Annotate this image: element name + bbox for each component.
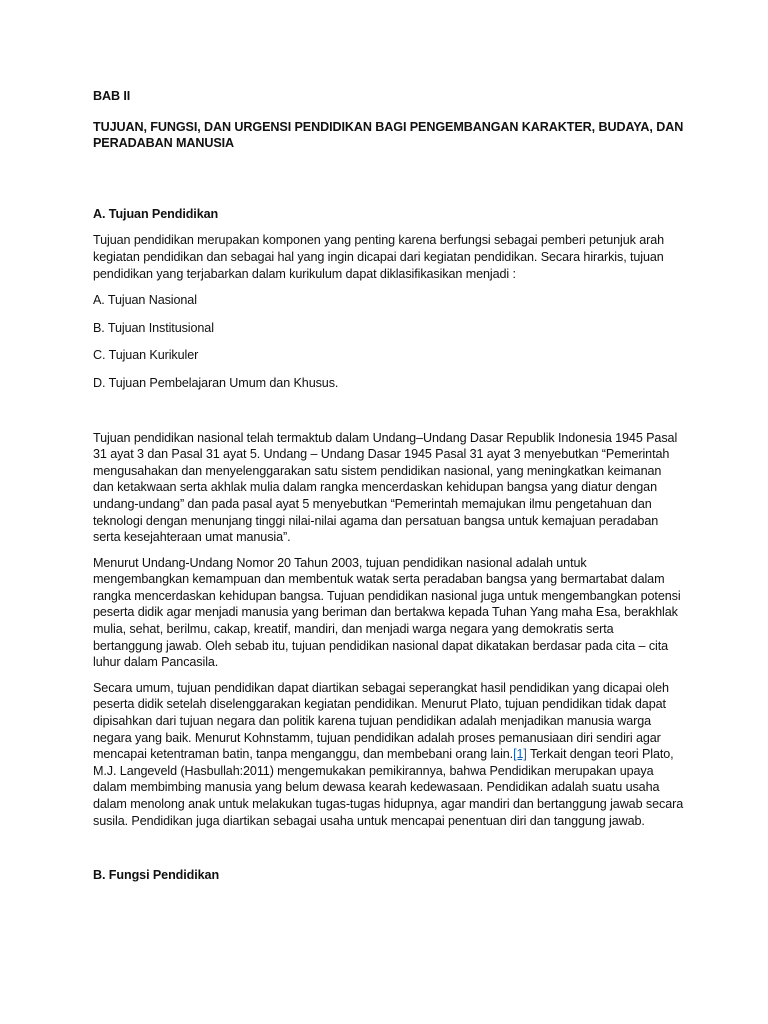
footnote-link[interactable]: [1] — [513, 747, 527, 762]
paragraph-uud-1945: Tujuan pendidikan nasional telah termaktub dalam Undang–Undang Dasar Republik Indonesia 1945 Pasal 31 ayat 3 dan Pasal 31 ayat 5. Undang – Undang Dasar 1945 Pasal 31 ayat 3 menyebutkan “Pemerintah mengusahakan dan menyelenggarakan satu sistem pendidikan nasional, yang meningkatkan keimanan dan ketakwaan serta akhlak mulia dalam rangka mencerdaskan kehidupan bangsa yang diatur dengan undang-undang” dan pada pasal ayat 5 menyebutkan “Pemerintah memajukan ilmu pengetahuan dan teknologi dengan menunjang tinggi nilai-nilai agama dan persatuan bangsa untuk kemajuan peradaban serta kesejahteraan umat manusia”. — [93, 430, 678, 545]
list-item: C. Tujuan Kurikuler — [93, 348, 199, 363]
list-item: D. Tujuan Pembelajaran Umum dan Khusus. — [93, 375, 339, 390]
chapter-label: BAB II — [93, 89, 131, 103]
list-item: B. Tujuan Institusional — [93, 320, 214, 335]
paragraph-plato-text: Secara umum, tujuan pendidikan dapat diartikan sebagai seperangkat hasil pendidikan yang dicapai oleh peserta didik setelah diselenggarakan kegiatan pendidikan. Menurut Plato, tujuan pendidikan tidak dapat dipisahkan dari tujuan negara dan politik karena tujuan pendidikan adalah menjadikan manusia warga negara yang baik. Menurut Kohnstamm, tujuan pendidikan adalah proses pemanusiaan diri sendiri agar mencapai ketentraman batin, tanpa menganggu, dan membebani orang lain. — [93, 680, 669, 762]
document-page — [93, 88, 685, 894]
paragraph-uu-2003: Menurut Undang-Undang Nomor 20 Tahun 2003, tujuan pendidikan nasional adalah untuk mengembangkan kemampuan dan membentuk watak serta peradaban bangsa yang bermartabat dalam rangka mencerdaskan kehidupan bangsa. Tujuan pendidikan nasional juga untuk mengembangkan potensi peserta didik agar menjadi manusia yang beriman dan bertakwa kepada Tuhan Yang maha Esa, berakhlak mulia, sehat, berilmu, cakap, kreatif, mandiri, dan menjadi warga negara yang demokratis serta bertanggung jawab. Oleh sebab itu, tujuan pendidikan nasional dapat dikatakan berdasar pada cita – cita luhur dalam Pancasila. — [93, 555, 681, 670]
document-title: TUJUAN, FUNGSI, DAN URGENSI PENDIDIKAN BAGI PENGEMBANGAN KARAKTER, BUDAYA, DAN PERADABAN MANUSIA — [93, 119, 684, 151]
paragraph-plato-text-cont: Terkait dengan teori Plato, M.J. Langeveld (Hasbullah:2011) mengemukakan pemikirannya, bahwa Pendidikan merupakan upaya dalam membimbing manusia yang belum dewasa kearah kedewasaan. Pendidikan adalah suatu usaha dalam menolong anak untuk melakukan tugas-tugas hidupnya, agar mandiri dan bertanggung jawab secara susila. Pendidikan juga diartikan sebagai usaha untuk mencapai penentuan diri dan tanggung jawab. — [93, 747, 684, 828]
paragraph-intro: Tujuan pendidikan merupakan komponen yang penting karena berfungsi sebagai pemberi petunjuk arah kegiatan pendidikan dan sebagai hal yang ingin dicapai dari kegiatan pendidikan. Secara hirarkis, tujuan pendidikan yang terjabarkan dalam kurikulum dapat diklasifikasikan menjadi : — [93, 233, 665, 281]
section-heading-tujuan: A. Tujuan Pendidikan — [93, 206, 219, 221]
section-heading-fungsi: B. Fungsi Pendidikan — [93, 868, 220, 883]
paragraph-plato — [93, 680, 685, 829]
list-item: A. Tujuan Nasional — [93, 293, 197, 308]
